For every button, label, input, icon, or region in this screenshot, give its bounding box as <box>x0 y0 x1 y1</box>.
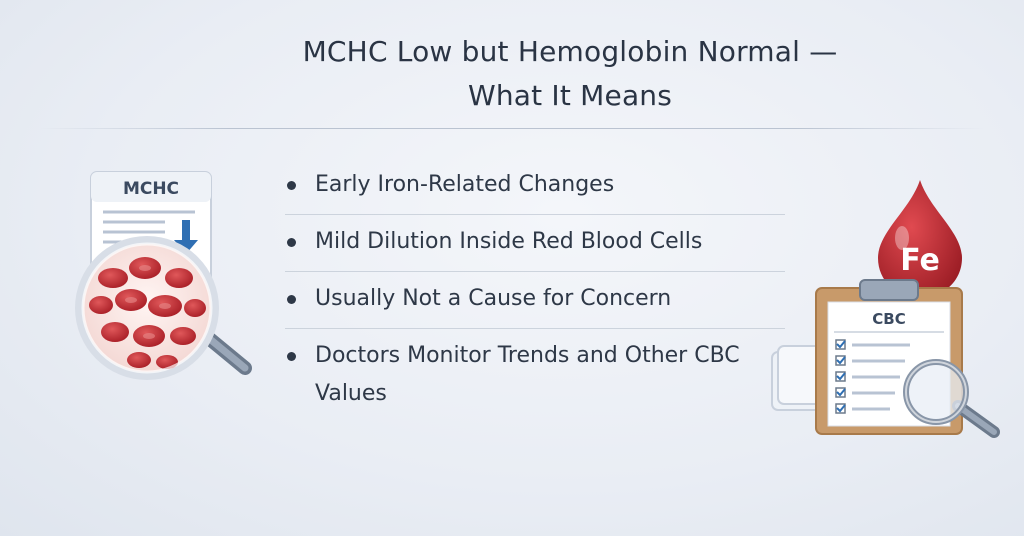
report-label: MCHC <box>122 179 180 199</box>
title-line-1: MCHC Low but Hemoglobin Normal — <box>302 35 838 68</box>
list-item-text: Early Iron-Related Changes <box>315 172 615 197</box>
bullet-dot <box>287 181 296 190</box>
list-item <box>285 272 785 329</box>
title-divider <box>40 128 984 129</box>
bullet-dot <box>287 352 296 361</box>
clipboard-label: CBC <box>872 310 906 328</box>
list-item-text: Usually Not a Cause for Concern <box>315 286 672 311</box>
list-item-text: Mild Dilution Inside Red Blood Cells <box>315 229 703 254</box>
mchc-report-illustration <box>55 160 295 400</box>
drop-label: Fe <box>900 243 940 278</box>
list-item <box>285 329 785 423</box>
key-points-list <box>285 158 785 423</box>
page-title <box>0 30 1024 118</box>
list-item <box>285 215 785 272</box>
title-line-2: What It Means <box>467 79 673 112</box>
list-item <box>285 158 785 215</box>
list-item-text: Doctors Monitor Trends and Other CBC Values <box>315 343 740 406</box>
bullet-dot <box>287 295 296 304</box>
bullet-dot <box>287 238 296 247</box>
cbc-clipboard-illustration <box>760 170 1020 450</box>
